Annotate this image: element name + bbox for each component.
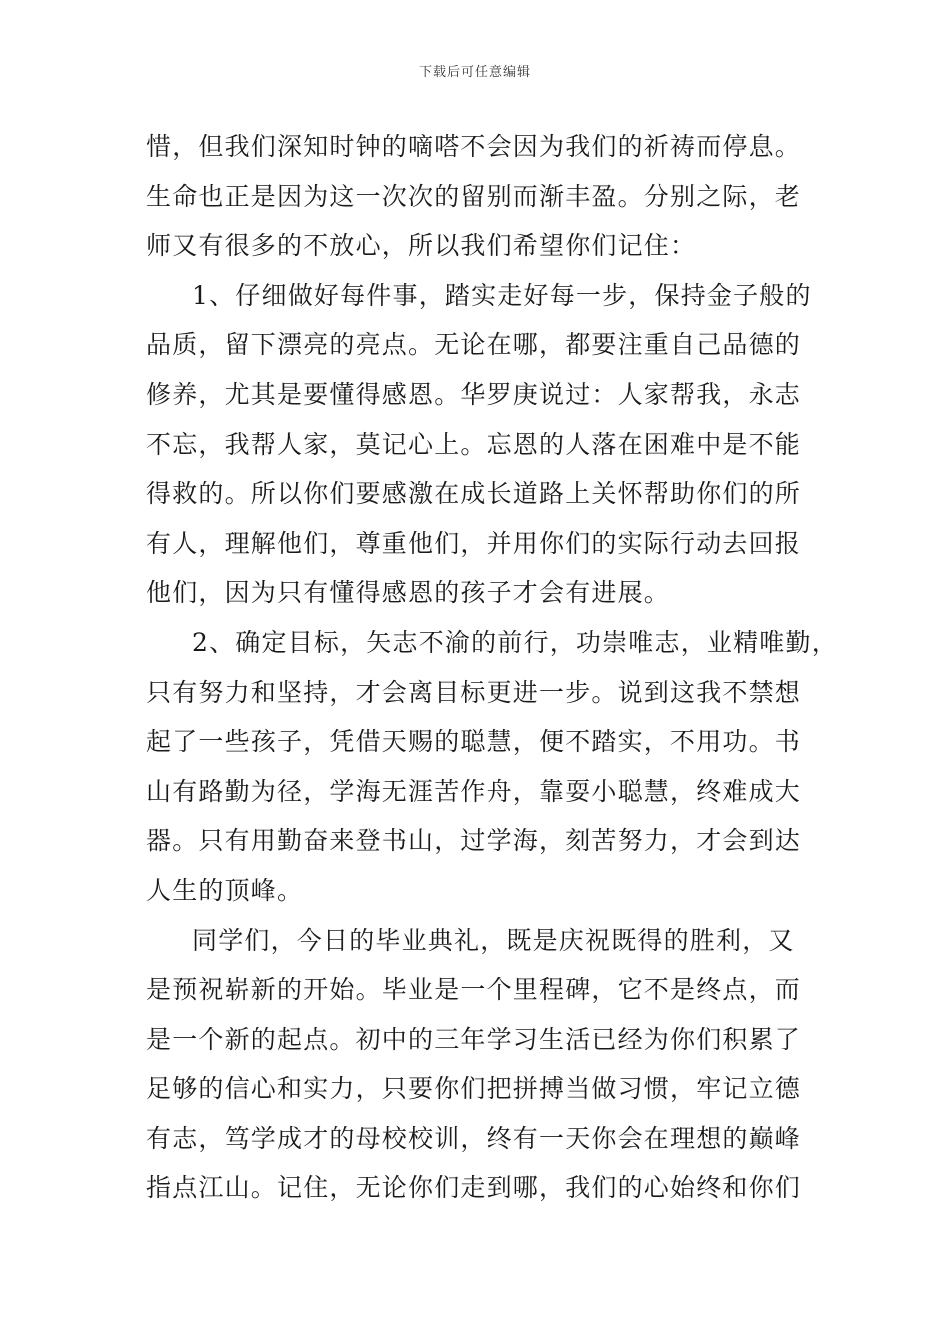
- text-line: 是一个新的起点。初中的三年学习生活已经为你们积累了: [146, 1024, 802, 1054]
- text-line: 师又有很多的不放心，所以我们希望你们记住：: [146, 231, 697, 261]
- text-line: 起了一些孩子，凭借天赐的聪慧，便不踏实，不用功。书: [146, 727, 802, 757]
- text-line: 不忘，我帮人家，莫记心上。忘恩的人落在困难中是不能: [146, 429, 802, 459]
- page-header: 下载后可任意编辑: [418, 65, 531, 80]
- text-line: 2、确定目标，矢志不渝的前行，功崇唯志，业精唯勤，: [192, 627, 838, 657]
- text-line: 1、仔细做好每件事，踏实走好每一步，保持金子般的: [192, 280, 812, 310]
- text-line: 同学们，今日的毕业典礼，既是庆祝既得的胜利，又: [192, 925, 795, 955]
- text-line: 有人，理解他们，尊重他们，并用你们的实际行动去回报: [146, 528, 802, 558]
- text-line: 器。只有用勤奋来登书山，过学海，刻苦努力，才会到达: [146, 826, 802, 856]
- body-text: [146, 122, 838, 1213]
- text-line: 山有路勤为径，学海无涯苦作舟，靠耍小聪慧，终难成大: [146, 776, 802, 806]
- text-line: 品质，留下漂亮的亮点。无论在哪，都要注重自己品德的: [146, 330, 802, 360]
- text-line: 修养，尤其是要懂得感恩。华罗庚说过：人家帮我，永志: [146, 379, 802, 409]
- text-line: 得救的。所以你们要感激在成长道路上关怀帮助你们的所: [146, 479, 802, 509]
- text-line: 生命也正是因为这一次次的留别而渐丰盈。分别之际，老: [146, 181, 802, 211]
- text-line: 有志，笃学成才的母校校训，终有一天你会在理想的巅峰: [146, 1123, 802, 1153]
- text-line: 足够的信心和实力，只要你们把拼搏当做习惯，牢记立德: [146, 1074, 802, 1104]
- text-line: 人生的顶峰。: [146, 875, 304, 905]
- text-line: 指点江山。记住，无论你们走到哪，我们的心始终和你们: [146, 1173, 802, 1203]
- text-line: 他们，因为只有懂得感恩的孩子才会有进展。: [146, 578, 671, 608]
- text-line: 惜，但我们深知时钟的嘀嗒不会因为我们的祈祷而停息。: [146, 132, 802, 161]
- text-line: 是预祝崭新的开始。毕业是一个里程碑，它不是终点，而: [146, 975, 802, 1005]
- text-line: 只有努力和坚持，才会离目标更进一步。说到这我不禁想: [146, 677, 802, 707]
